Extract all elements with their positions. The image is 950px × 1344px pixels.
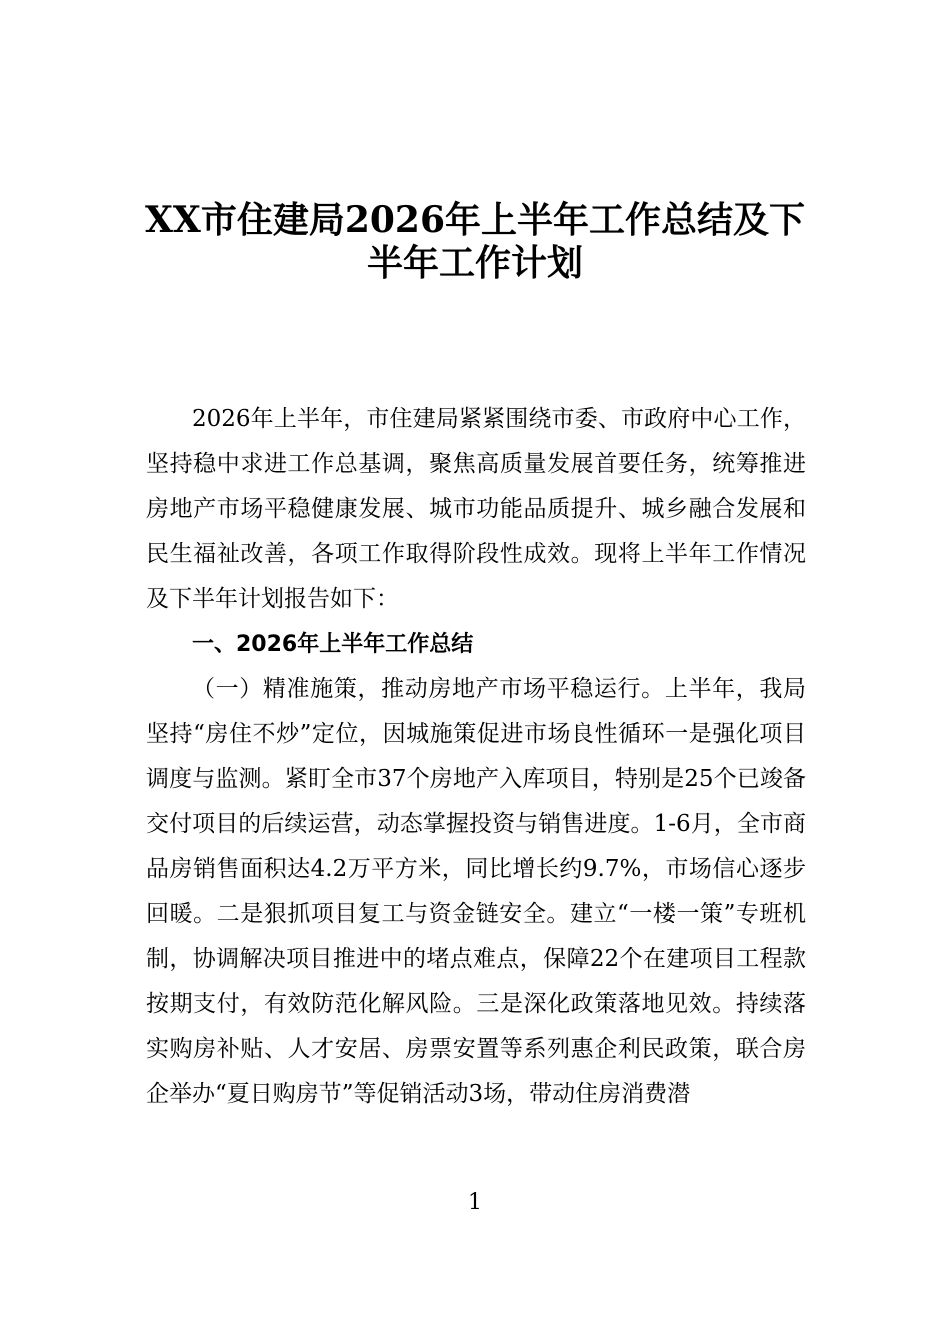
section-heading-summary: 一、2026年上半年工作总结 [192, 632, 474, 657]
subsection-body: 上半年，我局坚持“房住不炒”定位，因城施策促进市场良性循环一是强化项目调度与监测。紧盯全市37个房地产入库项目，特别是25个已竣备交付项目的后续运营，动态掌握投资与销售进度。1-6月，全市商品房销售面积达4.2万平方米，同比增长约9.7%，市场信心逐步回暖。二是狠抓项目复工与资金链安全。建立“一楼一策”专班机制，协调解决项目推进中的堵点难点，保障22个在建项目工程款按期支付，有效防范化解风险。三是深化政策落地见效。持续落实购房补贴、人才安居、房票安置等系列惠企利民政策，联合房企举办“夏日购房节”等促销活动3场，带动住房消费潜 [146, 676, 807, 1107]
subsection-paragraph [146, 667, 806, 1117]
subsection-lead: （一）精准施策，推动房地产市场平稳运行。 [192, 676, 665, 702]
document-title-line-1: XX市住建局2026年上半年工作总结及下 [144, 199, 806, 241]
intro-paragraph: 2026年上半年，市住建局紧紧围绕市委、市政府中心工作，坚持稳中求进工作总基调，聚焦高质量发展首要任务，统筹推进房地产市场平稳健康发展、城市功能品质提升、城乡融合发展和民生福祉改善，各项工作取得阶段性成效。现将上半年工作情况及下半年计划报告如下： [146, 406, 806, 612]
page-number: 1 [468, 1190, 482, 1215]
document-body [146, 397, 806, 1117]
document-title-line-2: 半年工作计划 [366, 242, 583, 284]
